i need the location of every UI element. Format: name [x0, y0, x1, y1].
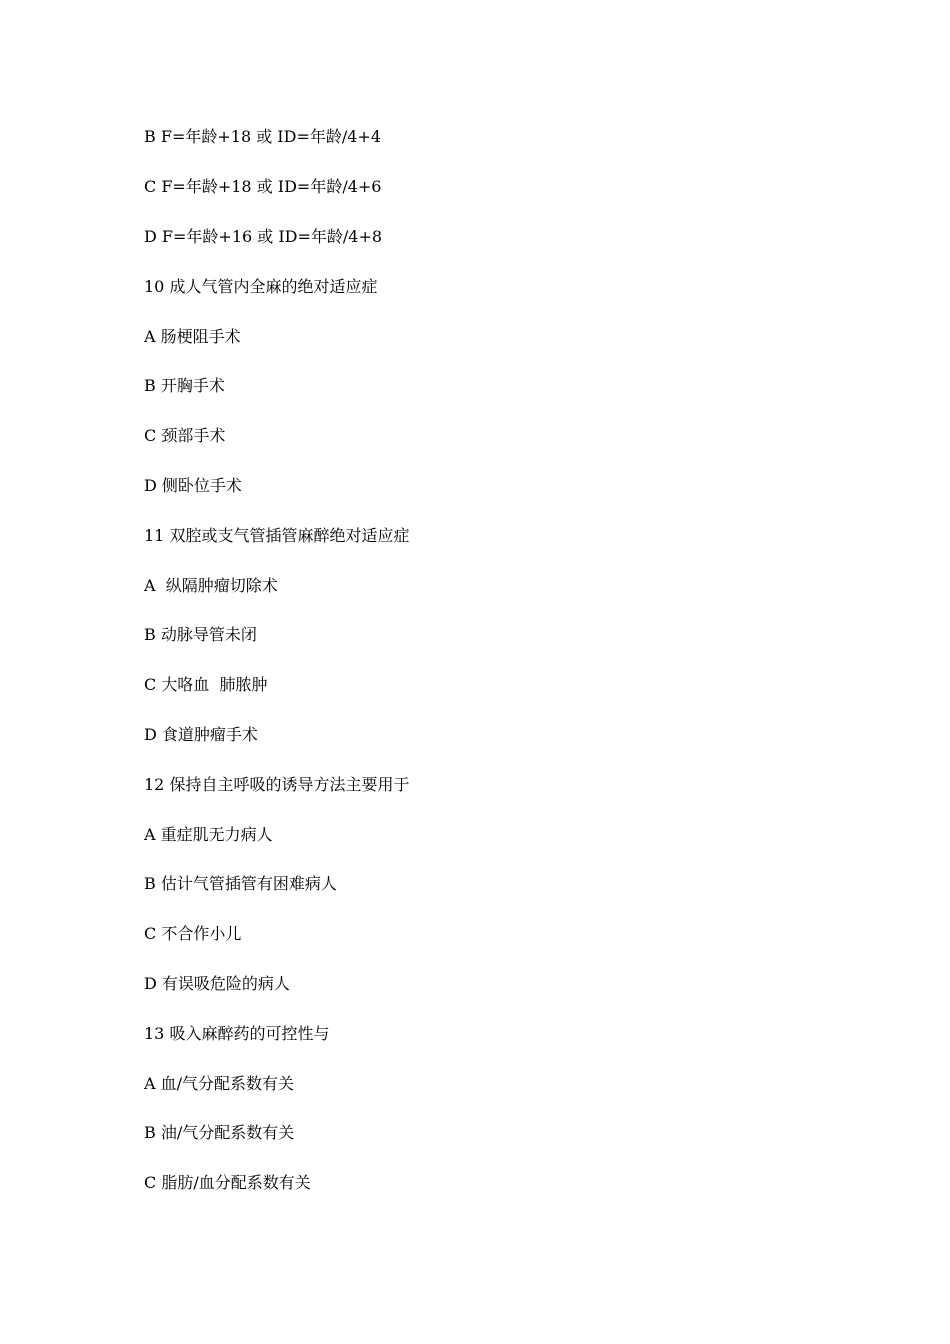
question-11: 11 双腔或支气管插管麻醉绝对适应症 [144, 526, 410, 545]
option-c-q13: C 脂肪/血分配系数有关 [144, 1173, 311, 1192]
option-b-q10: B 开胸手术 [144, 376, 225, 395]
option-b-q9: B F=年龄+18 或 ID=年龄/4+4 [144, 127, 382, 146]
question-12: 12 保持自主呼吸的诱导方法主要用于 [144, 775, 410, 794]
option-c-q10: C 颈部手术 [144, 426, 226, 445]
option-a-q13: A 血/气分配系数有关 [144, 1074, 295, 1093]
option-a-q12: A 重症肌无力病人 [144, 825, 273, 844]
option-c-q12: C 不合作小儿 [144, 924, 242, 943]
option-a-q10: A 肠梗阻手术 [144, 327, 241, 346]
option-d-q11: D 食道肿瘤手术 [144, 725, 258, 744]
question-13: 13 吸入麻醉药的可控性与 [144, 1024, 330, 1043]
option-b-q12: B 估计气管插管有困难病人 [144, 874, 337, 893]
option-d-q10: D 侧卧位手术 [144, 476, 242, 495]
question-10: 10 成人气管内全麻的绝对适应症 [144, 277, 378, 296]
option-c-q9: C F=年龄+18 或 ID=年龄/4+6 [144, 177, 382, 196]
option-d-q9: D F=年龄+16 或 ID=年龄/4+8 [144, 227, 383, 246]
option-c-q11: C 大咯血 肺脓肿 [144, 675, 268, 694]
option-a-q11: A 纵隔肿瘤切除术 [144, 576, 278, 595]
option-b-q11: B 动脉导管未闭 [144, 625, 257, 644]
option-d-q12: D 有误吸危险的病人 [144, 974, 290, 993]
option-b-q13: B 油/气分配系数有关 [144, 1123, 295, 1142]
